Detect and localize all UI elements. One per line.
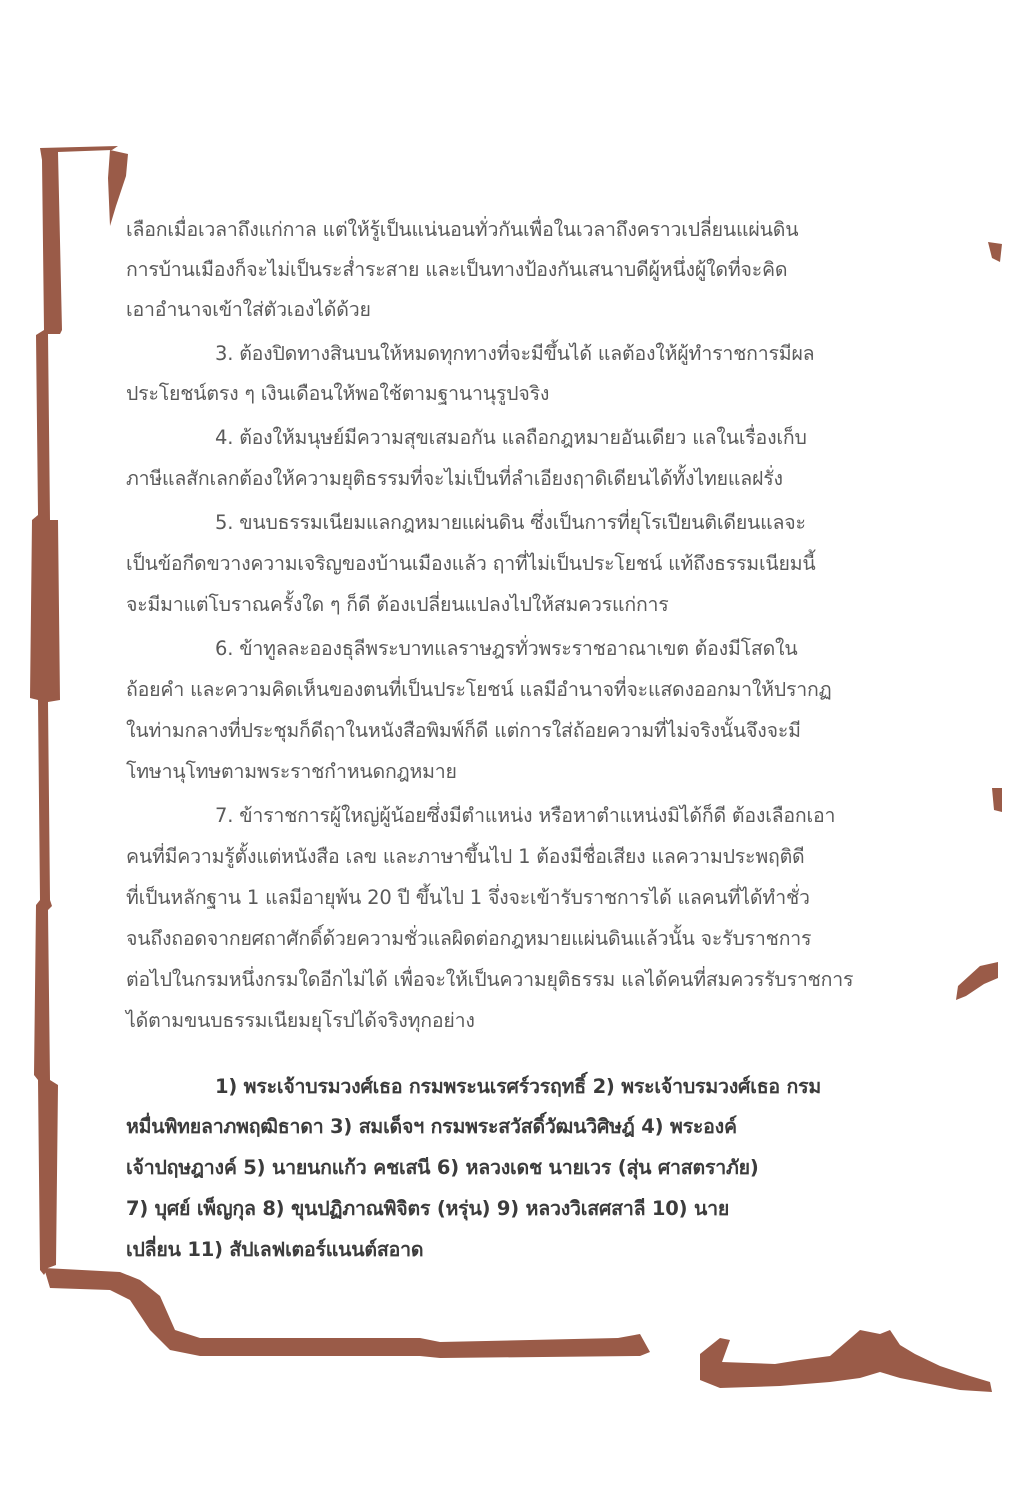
paragraph-line: ที่เป็นหลักฐาน 1 แลมีอายุพ้น 20 ปี ขึ้นไป 1 จึ่งจะเข้ารับราชการได้ แลคนที่ได้ทำชั่ว — [126, 886, 810, 909]
paragraph-line: เอาอำนาจเข้าใส่ตัวเองได้ด้วย — [126, 298, 371, 321]
paragraph-first-line: 5. ขนบธรรมเนียมแลกฎหมายแผ่นดิน ซึ่งเป็นการที่ยุโรเปียนติเดียนแลจะ — [215, 511, 806, 534]
paragraph-line: การบ้านเมืองก็จะไม่เป็นระส่ำระสาย และเป็นทางป้องกันเสนาบดีผู้หนึ่งผู้ใดที่จะคิด — [126, 258, 788, 281]
left-border — [30, 146, 118, 1275]
paragraph-line: เลือกเมื่อเวลาถึงแก่กาล แต่ให้รู้เป็นแน่นอนทั่วกันเพื่อในเวลาถึงคราวเปลี่ยนแผ่นดิน — [126, 218, 799, 241]
paragraph-line: ภาษีแลสักเลกต้องให้ความยุติธรรมที่จะไม่เป็นที่ลำเอียงฤาดิเดียนได้ทั้งไทยแลฝรั่ง — [126, 467, 783, 490]
paragraph-line: ได้ตามขนบธรรมเนียมยุโรปได้จริงทุกอย่าง — [126, 1009, 475, 1032]
paragraph-line: จนถึงถอดจากยศถาศักดิ์ด้วยความชั่วแลผิดต่อกฎหมายแผ่นดินแล้วนั้น จะรับราชการ — [126, 927, 812, 950]
paragraph-line: โทษานุโทษตามพระราชกำหนดกฎหมาย — [126, 760, 457, 783]
paragraph-line: คนที่มีความรู้ตั้งแต่หนังสือ เลข และภาษาขึ้นไป 1 ต้องมีชื่อเสียง แลความประพฤติดี — [126, 845, 805, 868]
paragraph-line: จะมีมาแต่โบราณครั้งใด ๆ ก็ดี ต้องเปลี่ยนแปลงไปให้สมควรแก่การ — [126, 593, 669, 616]
paragraph-line: ถ้อยคำ และความคิดเห็นของตนที่เป็นประโยชน์ แลมีอำนาจที่จะแสดงออกมาให้ปรากฏ — [126, 678, 832, 701]
bottom-border-right — [700, 1330, 992, 1392]
top-left-notch — [108, 150, 128, 226]
right-tear — [956, 962, 998, 1000]
signatory-line: เจ้าปฤษฎางค์ 5) นายนกแก้ว คชเสนี 6) หลวงเดช นายเวร (สุ่น ศาสตราภัย) — [126, 1156, 759, 1179]
signatory-line: หมื่นพิทยลาภพฤฒิธาดา 3) สมเด็จฯ กรมพระสวัสดิ์วัฒนวิศิษฎ์ 4) พระองค์ — [126, 1115, 737, 1138]
paragraph-line: ประโยชน์ตรง ๆ เงินเดือนให้พอใช้ตามฐานานุรูปจริง — [126, 382, 550, 405]
right-mark-top — [988, 242, 1002, 262]
signatory-line: 1) พระเจ้าบรมวงศ์เธอ กรมพระนเรศร์วรฤทธิ์ 2) พระเจ้าบรมวงศ์เธอ กรม — [215, 1075, 822, 1098]
bottom-border-left — [44, 1268, 650, 1358]
paragraph-line: ในท่ามกลางที่ประชุมก็ดีฤาในหนังสือพิมพ์ก็ดี แต่การใส่ถ้อยความที่ไม่จริงนั้นจึงจะมี — [126, 719, 801, 742]
paragraph-line: ต่อไปในกรมหนึ่งกรมใดอีกไม่ได้ เพื่อจะให้เป็นความยุติธรรม แลได้คนที่สมควรรับราชการ — [126, 968, 854, 991]
signatory-line: เปลี่ยน 11) สัปเลฟเตอร์แนนต์สอาด — [126, 1238, 424, 1261]
paragraph-first-line: 4. ต้องให้มนุษย์มีความสุขเสมอกัน แลถือกฎหมายอันเดียว แลในเรื่องเก็บ — [215, 426, 807, 449]
paragraph-first-line: 6. ข้าทูลละอองธุลีพระบาทแลราษฎรทั่วพระราชอาณาเขต ต้องมีโสดใน — [215, 637, 798, 660]
paragraph-first-line: 3. ต้องปิดทางสินบนให้หมดทุกทางที่จะมีขึ้นได้ แลต้องให้ผู้ทำราชการมีผล — [215, 342, 815, 365]
paragraph-first-line: 7. ข้าราชการผู้ใหญ่ผู้น้อยซึ่งมีตำแหน่ง หรือหาตำแหน่งมิได้ก็ดี ต้องเลือกเอา — [215, 804, 836, 827]
paragraph-line: เป็นข้อกีดขวางความเจริญของบ้านเมืองแล้ว ฤาที่ไม่เป็นประโยชน์ แท้ถึงธรรมเนียมนี้ — [126, 552, 816, 575]
signatory-line: 7) บุศย์ เพ็ญกุล 8) ขุนปฏิภาณพิจิตร (หรุ่น) 9) หลวงวิเสศสาลี 10) นาย — [126, 1197, 730, 1220]
right-mark-mid — [992, 788, 1002, 812]
